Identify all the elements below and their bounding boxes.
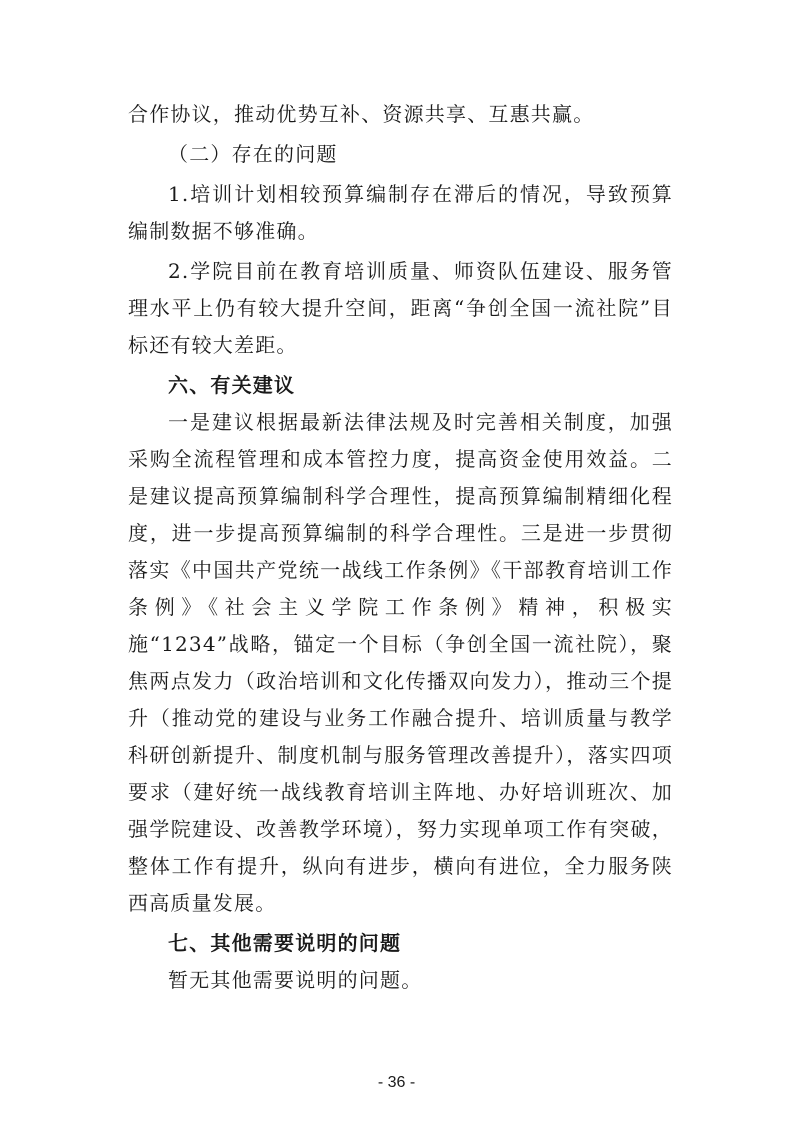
- paragraph-continuation: 合作协议，推动优势互补、资源共享、互惠共赢。: [128, 102, 595, 126]
- paragraph-other: 暂无其他需要说明的问题。: [168, 968, 423, 992]
- section-heading-other: 七、其他需要说明的问题: [168, 931, 402, 955]
- section-heading-problems: （二）存在的问题: [168, 142, 338, 166]
- page-content: [128, 96, 673, 999]
- page-number: - 36 -: [377, 1074, 416, 1091]
- section-heading-suggestions: 六、有关建议: [168, 373, 296, 397]
- paragraph-problem-2: 2.学院目前在教育培训质量、师资队伍建设、服务管理水平上仍有较大提升空间，距离“争创全国一流社院”目标还有较大差距。: [128, 259, 673, 357]
- paragraph-problem-1: 1.培训计划相较预算编制存在滞后的情况，导致预算编制数据不够准确。: [128, 182, 673, 243]
- paragraph-suggestions: 一是建议根据最新法律法规及时完善相关制度，加强采购全流程管理和成本管控力度，提高资金使用效益。二是建议提高预算编制科学合理性，提高预算编制精细化程度，进一步提高预算编制的科学合理性。三是进一步贯彻落实《中国共产党统一战线工作条例》《干部教育培训工作条例》《社会主义学院工作条例》精神，积极实施“1234”战略，锚定一个目标（争创全国一流社院），聚焦两点发力（政治培训和文化传播双向发力），推动三个提升（推动党的建设与业务工作融合提升、培训质量与教学科研创新提升、制度机制与服务管理改善提升），落实四项要求（建好统一战线教育培训主阵地、办好培训班次、加强学院建设、改善教学环境），努力实现单项工作有突破，整体工作有提升，纵向有进步，横向有进位，全力服务陕西高质量发展。: [128, 410, 673, 915]
